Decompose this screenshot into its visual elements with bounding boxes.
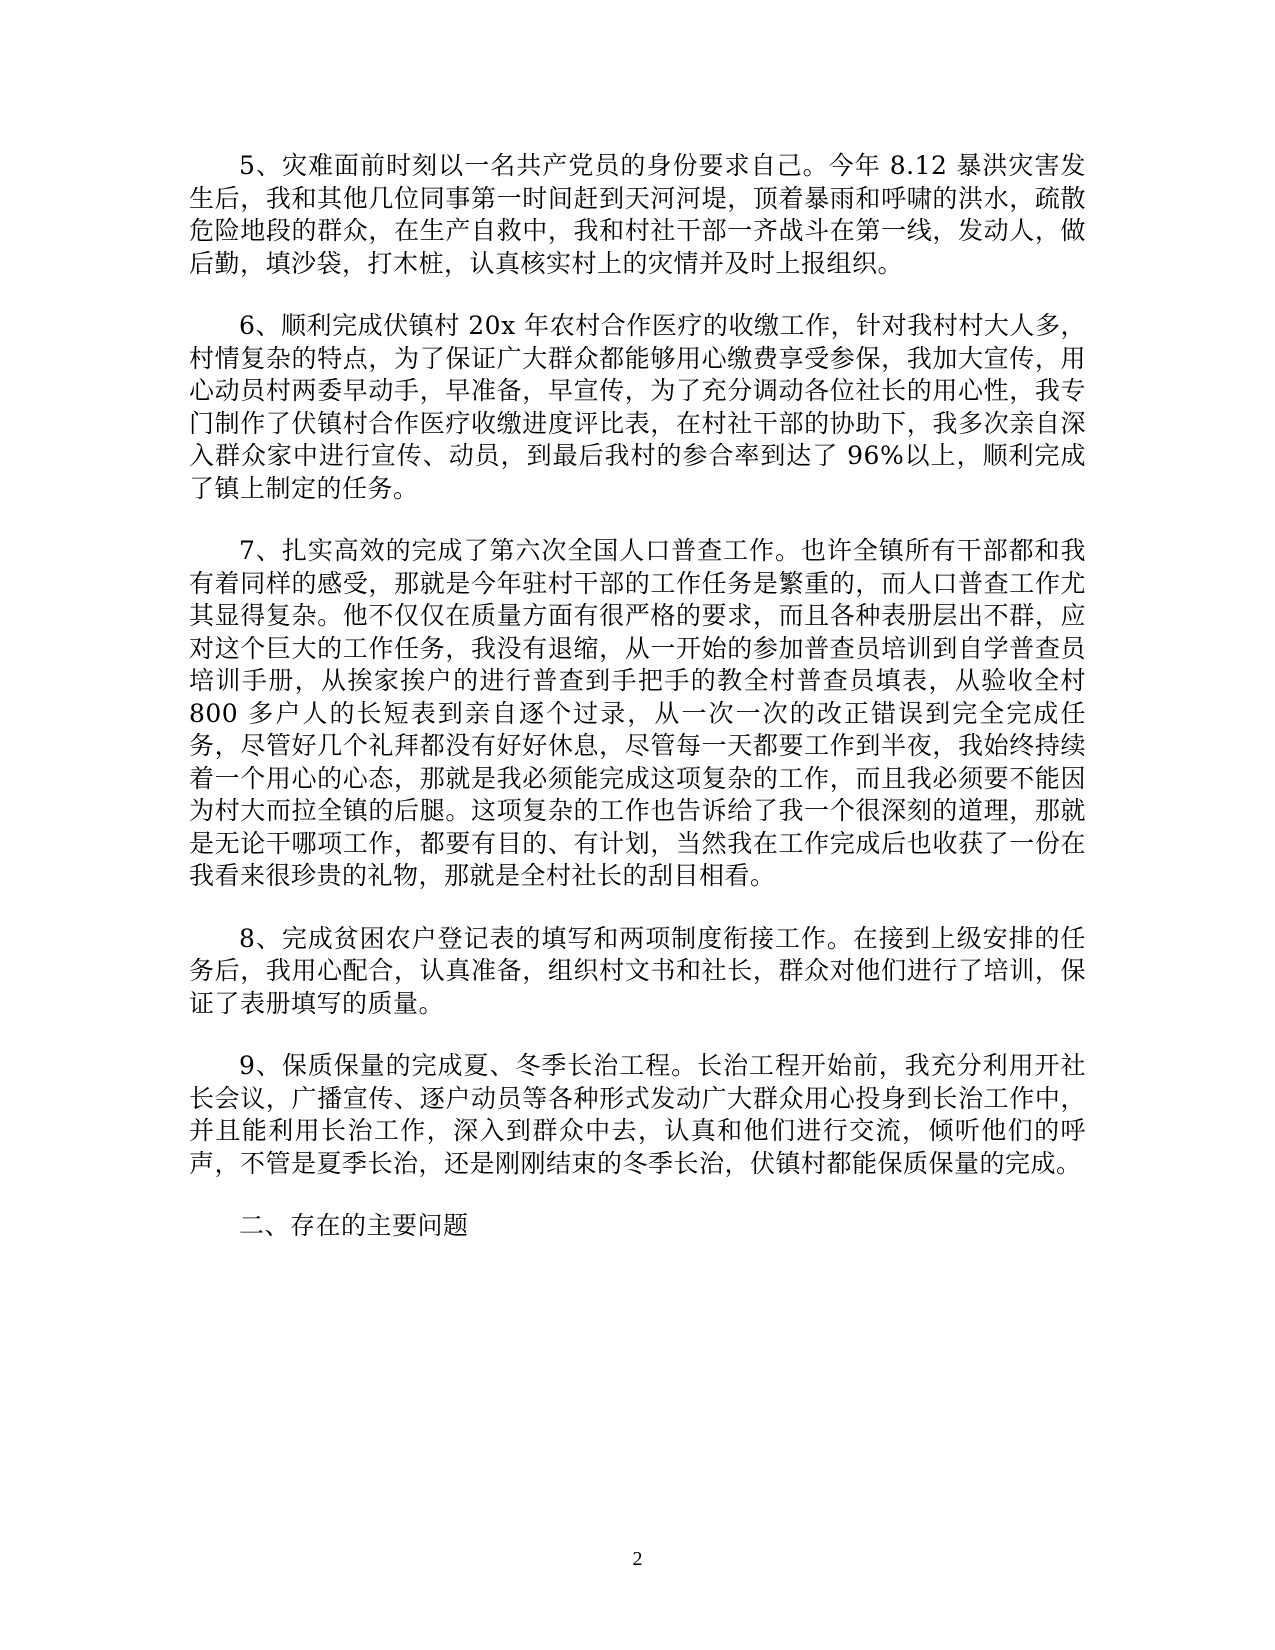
page-number: 2	[632, 1548, 643, 1570]
paragraph-6: 6、顺利完成伏镇村 20x 年农村合作医疗的收缴工作，针对我村村大人多，村情复杂的特点，为了保证广大群众都能够用心缴费享受参保，我加大宣传，用心动员村两委早动手，早准备，早宣传，为了充分调动各位社长的用心性，我专门制作了伏镇村合作医疗收缴进度评比表，在村社干部的协助下，我多次亲自深入群众家中进行宣传、动员，到最后我村的参合率到达了 96%以上，顺利完成了镇上制定的任务。	[189, 311, 1086, 503]
paragraph-5: 5、灾难面前时刻以一名共产党员的身份要求自己。今年 8.12 暴洪灾害发生后，我和其他几位同事第一时间赶到天河河堤，顶着暴雨和呼啸的洪水，疏散危险地段的群众，在生产自救中，我和村社干部一齐战斗在第一线，发动人，做后勤，填沙袋，打木桩，认真核实村上的灾情并及时上报组织。	[189, 151, 1086, 278]
paragraph-9: 9、保质保量的完成夏、冬季长治工程。长治工程开始前，我充分利用开社长会议，广播宣传、逐户动员等各种形式发动广大群众用心投身到长治工作中，并且能利用长治工作，深入到群众中去，认真和他们进行交流，倾听他们的呼声，不管是夏季长治，还是刚刚结束的冬季长治，伏镇村都能保质保量的完成。	[189, 1051, 1086, 1178]
section-heading: 二、存在的主要问题	[239, 1211, 469, 1240]
paragraph-7: 7、扎实高效的完成了第六次全国人口普查工作。也许全镇所有干部都和我有着同样的感受，那就是今年驻村干部的工作任务是繁重的，而人口普查工作尤其显得复杂。他不仅仅在质量方面有很严格的要求，而且各种表册层出不群，应对这个巨大的工作任务，我没有退缩，从一开始的参加普查员培训到自学普查员培训手册，从挨家挨户的进行普查到手把手的教全村普查员填表，从验收全村 800 多户人的长短表到亲自逐个过录，从一次一次的改正错误到完全完成任务，尽管好几个礼拜都没有好好休息，尽管每一天都要工作到半夜，我始终持续着一个用心的心态，那就是我必须能完成这项复杂的工作，而且我必须要不能因为村大而拉全镇的后腿。这项复杂的工作也告诉给了我一个很深刻的道理，那就是无论干哪项工作，都要有目的、有计划，当然我在工作完成后也收获了一份在我看来很珍贵的礼物，那就是全村社长的刮目相看。	[189, 536, 1086, 890]
document-body	[189, 150, 1086, 1243]
paragraph-8: 8、完成贫困农户登记表的填写和两项制度衔接工作。在接到上级安排的任务后，我用心配合，认真准备，组织村文书和社长，群众对他们进行了培训，保证了表册填写的质量。	[189, 923, 1086, 1018]
